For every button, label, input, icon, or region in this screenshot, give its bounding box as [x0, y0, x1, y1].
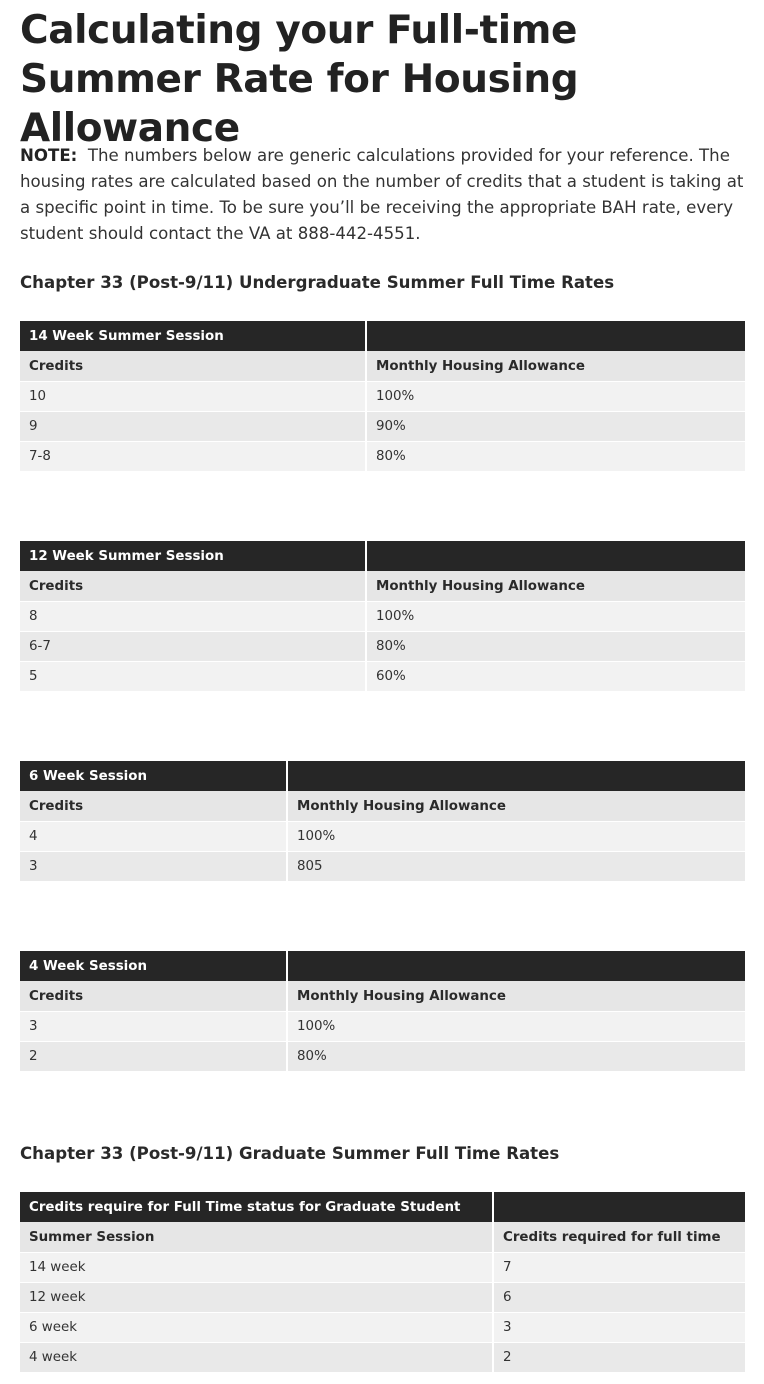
table-row — [20, 1343, 745, 1373]
table-title-blank — [493, 1192, 745, 1222]
table-row — [20, 602, 745, 632]
credits-cell: 6-7 — [20, 632, 366, 662]
table-title-blank — [287, 761, 745, 791]
table-row — [20, 1253, 745, 1283]
table-row — [20, 852, 745, 882]
credits-cell: 8 — [20, 602, 366, 632]
table-row — [20, 1313, 745, 1343]
col-header-allowance: Monthly Housing Allowance — [366, 571, 745, 602]
col-header-credits-required: Credits required for full time — [493, 1222, 745, 1253]
page-title: Calculating your Full-time Summer Rate for Housing Allowance — [20, 8, 579, 151]
table-row — [20, 1283, 745, 1313]
table-title-blank — [287, 951, 745, 981]
undergrad-heading: Chapter 33 (Post-9/11) Undergraduate Summer Full Time Rates — [20, 273, 615, 292]
allowance-cell: 80% — [366, 442, 745, 472]
table-title-blank — [366, 541, 745, 571]
col-header-credits: Credits — [20, 791, 287, 822]
table-title: 12 Week Summer Session — [20, 541, 366, 571]
col-header-allowance: Monthly Housing Allowance — [287, 981, 745, 1012]
table-14-week — [20, 321, 745, 471]
table-row — [20, 1012, 745, 1042]
table-row — [20, 632, 745, 662]
credits-required-cell: 6 — [493, 1283, 745, 1313]
col-header-credits: Credits — [20, 981, 287, 1012]
session-cell: 4 week — [20, 1343, 493, 1373]
allowance-cell: 100% — [366, 602, 745, 632]
session-cell: 12 week — [20, 1283, 493, 1313]
credits-required-cell: 3 — [493, 1313, 745, 1343]
col-header-session: Summer Session — [20, 1222, 493, 1253]
table-title-blank — [366, 321, 745, 351]
table-title: 6 Week Session — [20, 761, 287, 791]
allowance-cell: 100% — [366, 382, 745, 412]
credits-required-cell: 2 — [493, 1343, 745, 1373]
note-paragraph — [20, 143, 748, 247]
allowance-cell: 80% — [287, 1042, 745, 1072]
allowance-cell: 805 — [287, 852, 745, 882]
note-label: NOTE: — [20, 146, 78, 165]
table-row — [20, 822, 745, 852]
table-title: 4 Week Session — [20, 951, 287, 981]
table-row — [20, 442, 745, 472]
table-12-week — [20, 541, 745, 691]
credits-cell: 9 — [20, 412, 366, 442]
table-graduate — [20, 1192, 745, 1372]
table-6-week — [20, 761, 745, 881]
table-row — [20, 382, 745, 412]
allowance-cell: 90% — [366, 412, 745, 442]
session-cell: 6 week — [20, 1313, 493, 1343]
col-header-credits: Credits — [20, 351, 366, 382]
credits-cell: 5 — [20, 662, 366, 692]
credits-cell: 2 — [20, 1042, 287, 1072]
credits-cell: 4 — [20, 822, 287, 852]
allowance-cell: 80% — [366, 632, 745, 662]
graduate-heading: Chapter 33 (Post-9/11) Graduate Summer Full Time Rates — [20, 1144, 560, 1163]
note-text: The numbers below are generic calculations provided for your reference. The housing rates are calculated based on the number of credits that a student is taking at a specific point in time. To be sure you’ll be receiving the appropriate BAH rate, every student should contact the VA at 888-442-4551. — [20, 146, 744, 243]
table-4-week — [20, 951, 745, 1071]
credits-cell: 3 — [20, 1012, 287, 1042]
table-row — [20, 1042, 745, 1072]
credits-required-cell: 7 — [493, 1253, 745, 1283]
table-title: Credits require for Full Time status for Graduate Student — [20, 1192, 493, 1222]
session-cell: 14 week — [20, 1253, 493, 1283]
allowance-cell: 100% — [287, 1012, 745, 1042]
credits-cell: 3 — [20, 852, 287, 882]
allowance-cell: 100% — [287, 822, 745, 852]
col-header-allowance: Monthly Housing Allowance — [366, 351, 745, 382]
table-row — [20, 662, 745, 692]
allowance-cell: 60% — [366, 662, 745, 692]
credits-cell: 10 — [20, 382, 366, 412]
col-header-allowance: Monthly Housing Allowance — [287, 791, 745, 822]
col-header-credits: Credits — [20, 571, 366, 602]
table-row — [20, 412, 745, 442]
credits-cell: 7-8 — [20, 442, 366, 472]
table-title: 14 Week Summer Session — [20, 321, 366, 351]
